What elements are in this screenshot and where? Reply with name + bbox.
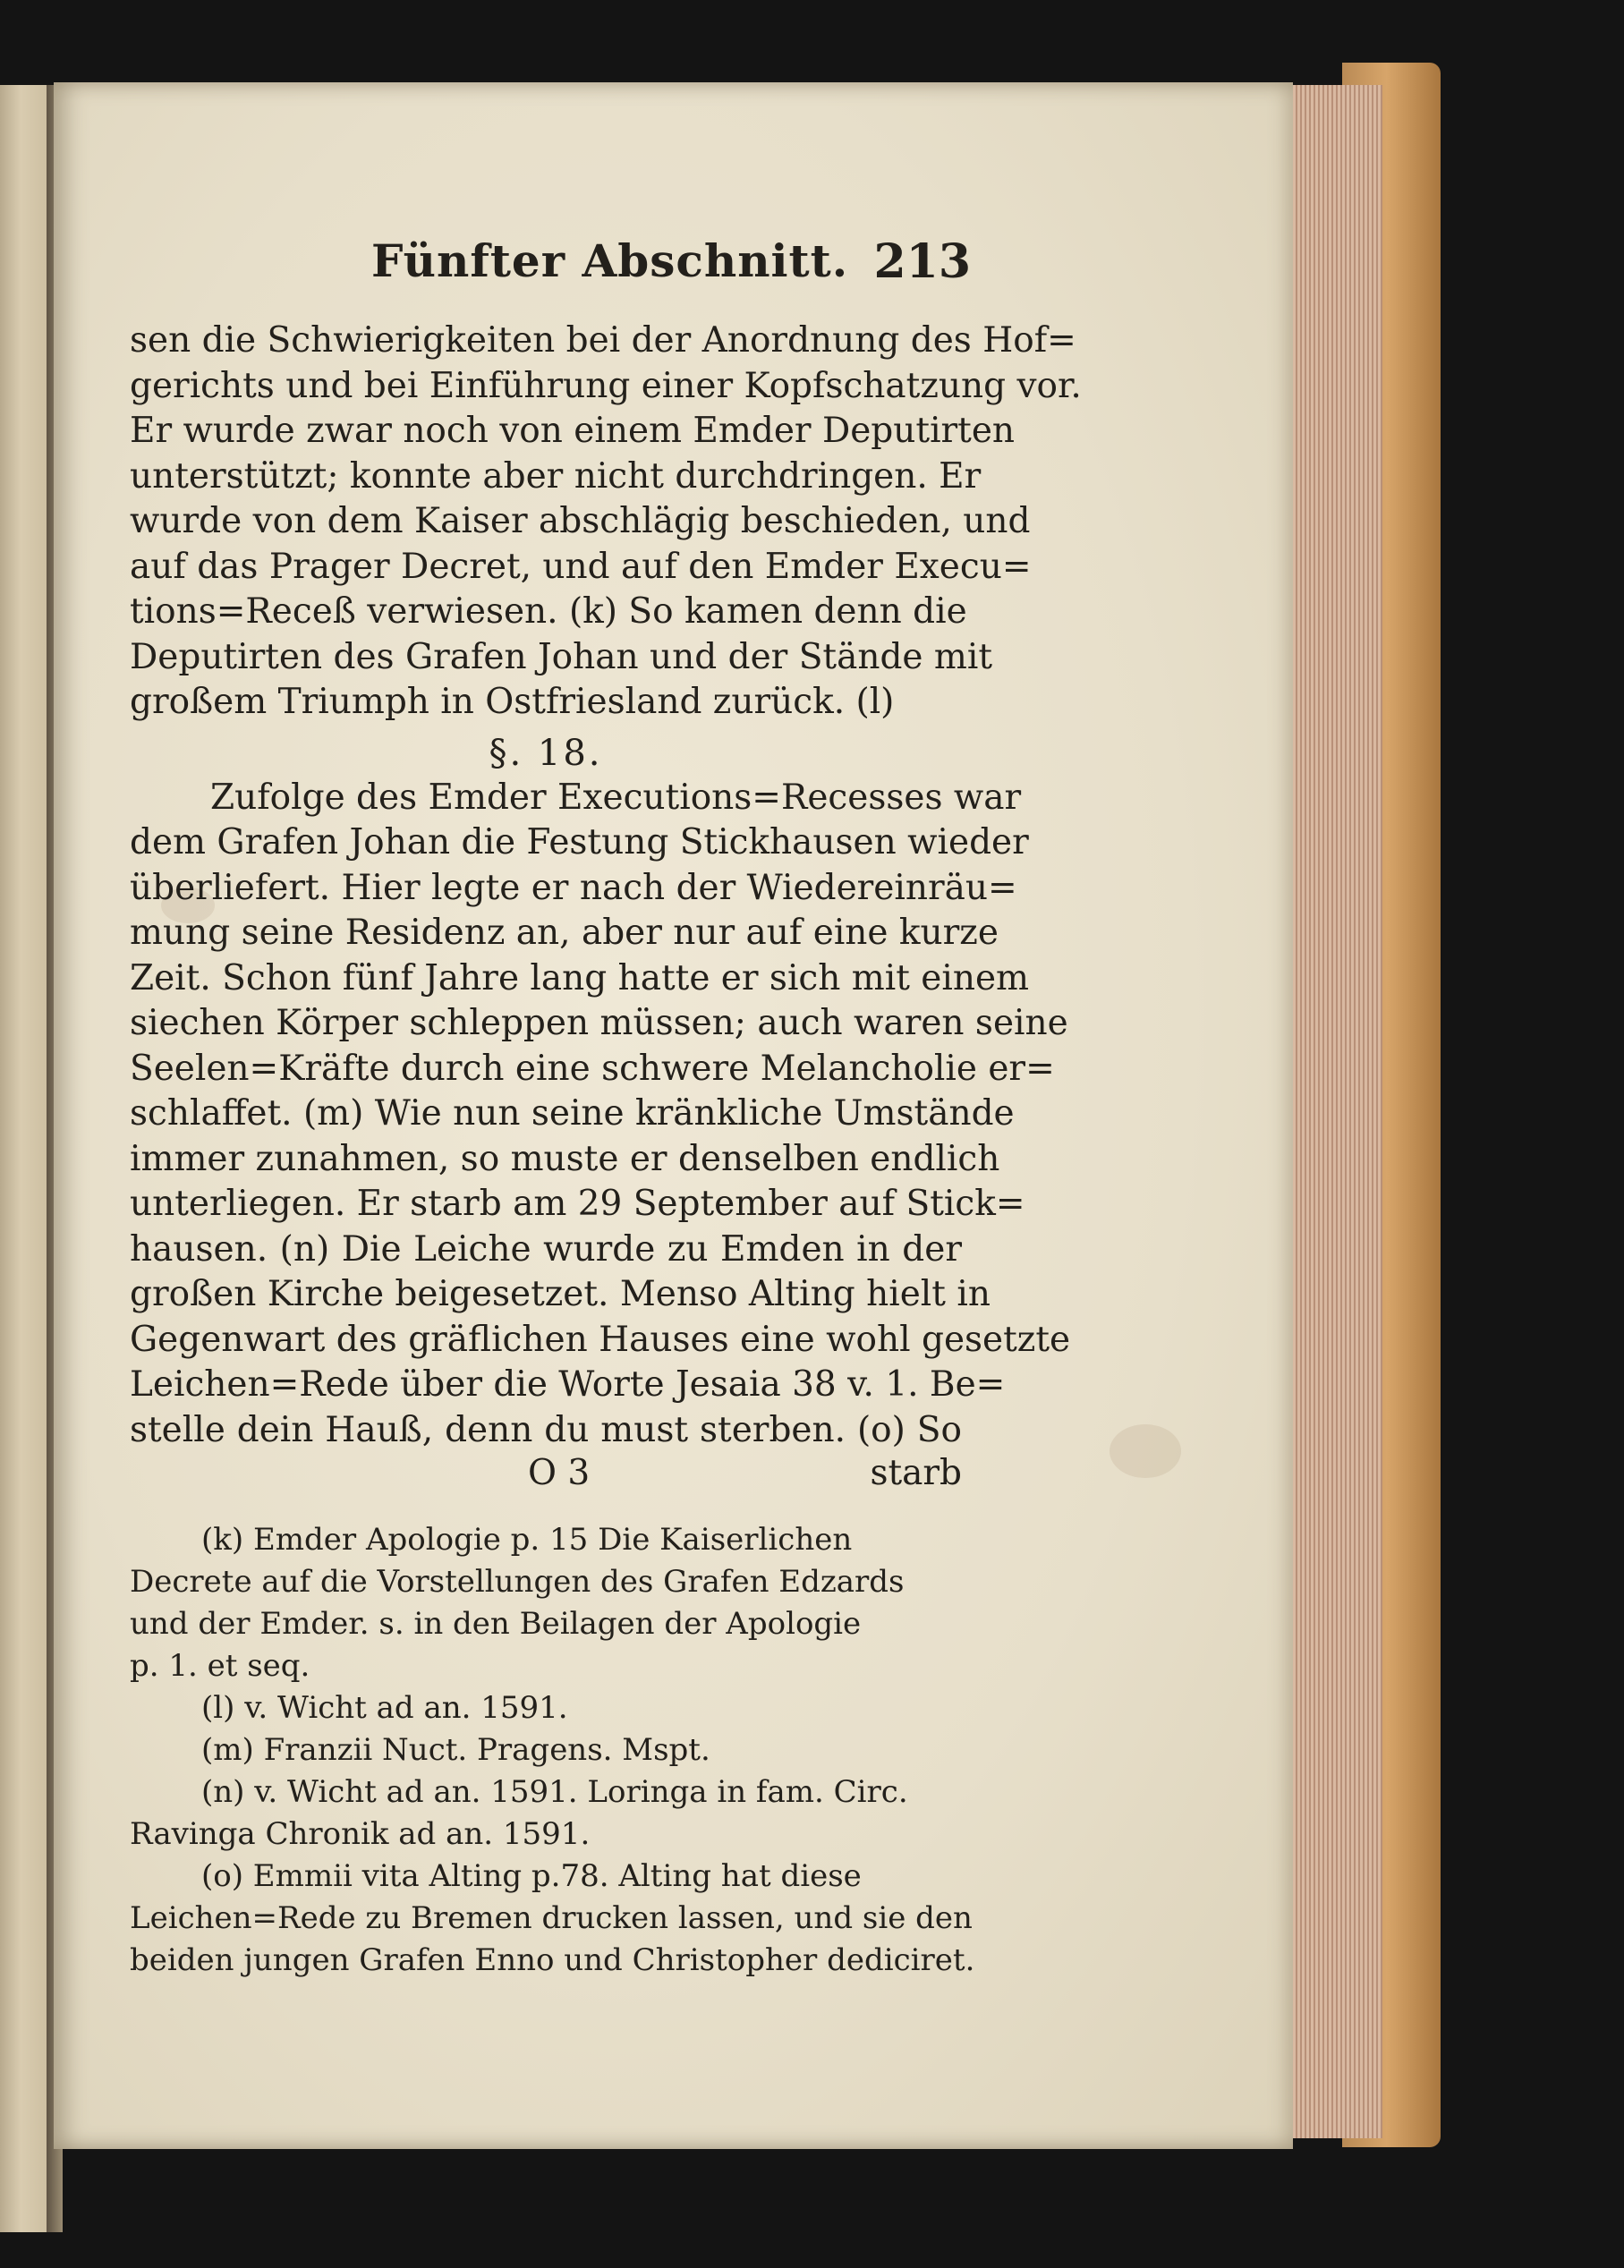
footnote-line: Leichen=Rede zu Bremen drucken lassen, und sie den	[130, 1900, 973, 1936]
text-line: unterstützt; konnte aber nicht durchdringen. Er	[130, 455, 982, 497]
catchword: starb	[870, 1453, 962, 1493]
page-block-edges	[1280, 85, 1382, 2138]
text-line: Er wurde zwar noch von einem Emder Deputirten	[130, 411, 1016, 451]
running-title: Fünfter Abschnitt.	[371, 234, 849, 287]
text-line: stelle dein Hauß, denn du must sterben. (o) So	[130, 1409, 962, 1450]
text-line: tions=Receß verwiesen. (k) So kamen denn die	[130, 591, 967, 632]
text-line: wurde von dem Kaiser abschlägig beschieden, und	[130, 501, 1031, 541]
paragraph-2	[130, 776, 1071, 1454]
text-line: gerichts und bei Einführung einer Kopfschatzung vor.	[130, 365, 1082, 406]
facing-page-edge	[0, 85, 52, 2232]
footnote-line: (m) Franzii Nuct. Pragens. Mspt.	[201, 1732, 710, 1768]
paragraph-1	[130, 319, 1082, 726]
text-line: dem Grafen Johan die Festung Stickhausen wieder	[130, 822, 1029, 862]
text-line: Zufolge des Emder Executions=Recesses war	[210, 777, 1022, 818]
footnote-line: Ravinga Chronik ad an. 1591.	[130, 1816, 591, 1852]
footnote-line: (o) Emmii vita Alting p.78. Alting hat diese	[201, 1858, 862, 1894]
text-line: Gegenwart des gräflichen Hauses eine wohl gesetzte	[130, 1319, 1071, 1360]
paper-stain	[1110, 1424, 1181, 1478]
footnote-line: (n) v. Wicht ad an. 1591. Loringa in fam. Circ.	[201, 1774, 908, 1810]
footnote-line: (l) v. Wicht ad an. 1591.	[201, 1690, 568, 1726]
page-number: 213	[873, 234, 971, 289]
text-line: unterliegen. Er starb am 29 September auf Stick=	[130, 1184, 1025, 1224]
footnote-line: beiden jungen Grafen Enno und Christopher dediciret.	[130, 1942, 975, 1978]
text-line: siechen Körper schleppen müssen; auch waren seine	[130, 1003, 1068, 1043]
printer-signature: O 3	[528, 1453, 591, 1493]
text-line: immer zunahmen, so muste er denselben endlich	[130, 1138, 1000, 1179]
page-header	[130, 234, 971, 306]
text-line: Leichen=Rede über die Worte Jesaia 38 v. 1. Be=	[130, 1364, 1006, 1405]
text-line: sen die Schwierigkeiten bei der Anordnung des Hof=	[130, 320, 1076, 361]
footnote-line: (k) Emder Apologie p. 15 Die Kaiserlichen	[201, 1522, 853, 1558]
footnote-line: Decrete auf die Vorstellungen des Grafen Edzards	[130, 1564, 905, 1600]
text-line: großen Kirche beigesetzet. Menso Alting hielt in	[130, 1274, 991, 1314]
text-line: Zeit. Schon fünf Jahre lang hatte er sich mit einem	[130, 957, 1030, 998]
text-line: mung seine Residenz an, aber nur auf eine kurze	[130, 913, 999, 953]
text-line: überliefert. Hier legte er nach der Wiedereinräu=	[130, 867, 1017, 908]
signature-line	[130, 1453, 962, 1499]
page-content	[130, 234, 1082, 1982]
footnotes	[130, 1519, 975, 1982]
section-mark: §. 18.	[489, 732, 603, 774]
text-line: schlaffet. (m) Wie nun seine kränkliche Umstände	[130, 1093, 1015, 1134]
footnote-line: p. 1. et seq.	[130, 1648, 310, 1684]
text-line: Deputirten des Grafen Johan und der Stände mit	[130, 636, 993, 677]
text-line: hausen. (n) Die Leiche wurde zu Emden in der	[130, 1228, 962, 1270]
text-line: großem Triumph in Ostfriesland zurück. (l)	[130, 682, 895, 722]
text-line: auf das Prager Decret, und auf den Emder Execu=	[130, 546, 1032, 587]
footnote-line: und der Emder. s. in den Beilagen der Apologie	[130, 1606, 862, 1642]
text-line: Seelen=Kräfte durch eine schwere Melancholie er=	[130, 1048, 1055, 1089]
